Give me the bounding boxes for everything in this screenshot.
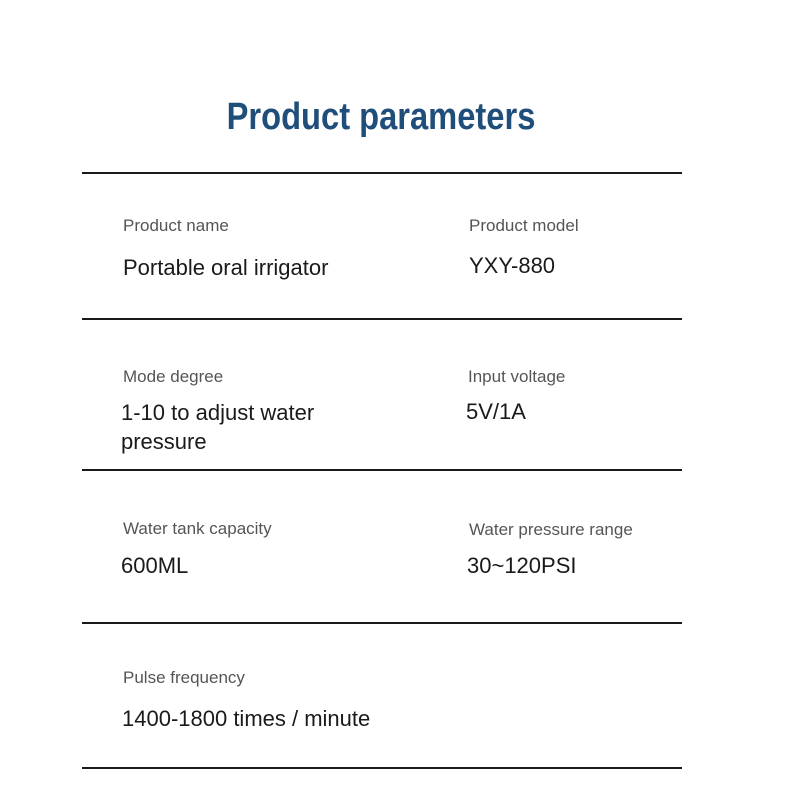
- pulse-frequency-label: Pulse frequency: [123, 668, 245, 687]
- divider-bottom: [82, 767, 682, 769]
- water-pressure-range-value: 30~120PSI: [467, 553, 577, 578]
- divider-1: [82, 318, 682, 320]
- divider-top: [82, 172, 682, 174]
- pulse-frequency-value: 1400-1800 times / minute: [122, 706, 371, 731]
- mode-degree-label: Mode degree: [123, 367, 224, 386]
- divider-3: [82, 622, 682, 624]
- product-model-label: Product model: [469, 216, 579, 235]
- product-model-value: YXY-880: [469, 253, 556, 278]
- product-name-label: Product name: [123, 216, 229, 235]
- product-name-value: Portable oral irrigator: [123, 255, 329, 280]
- input-voltage-value: 5V/1A: [466, 399, 526, 424]
- water-tank-capacity-value: 600ML: [121, 553, 189, 578]
- water-pressure-range-label: Water pressure range: [469, 520, 633, 539]
- input-voltage-label: Input voltage: [468, 367, 566, 386]
- page-title: Product parameters: [226, 96, 536, 138]
- water-tank-capacity-label: Water tank capacity: [123, 519, 272, 538]
- mode-degree-value: 1-10 to adjust water pressure: [121, 400, 315, 454]
- divider-2: [82, 469, 682, 471]
